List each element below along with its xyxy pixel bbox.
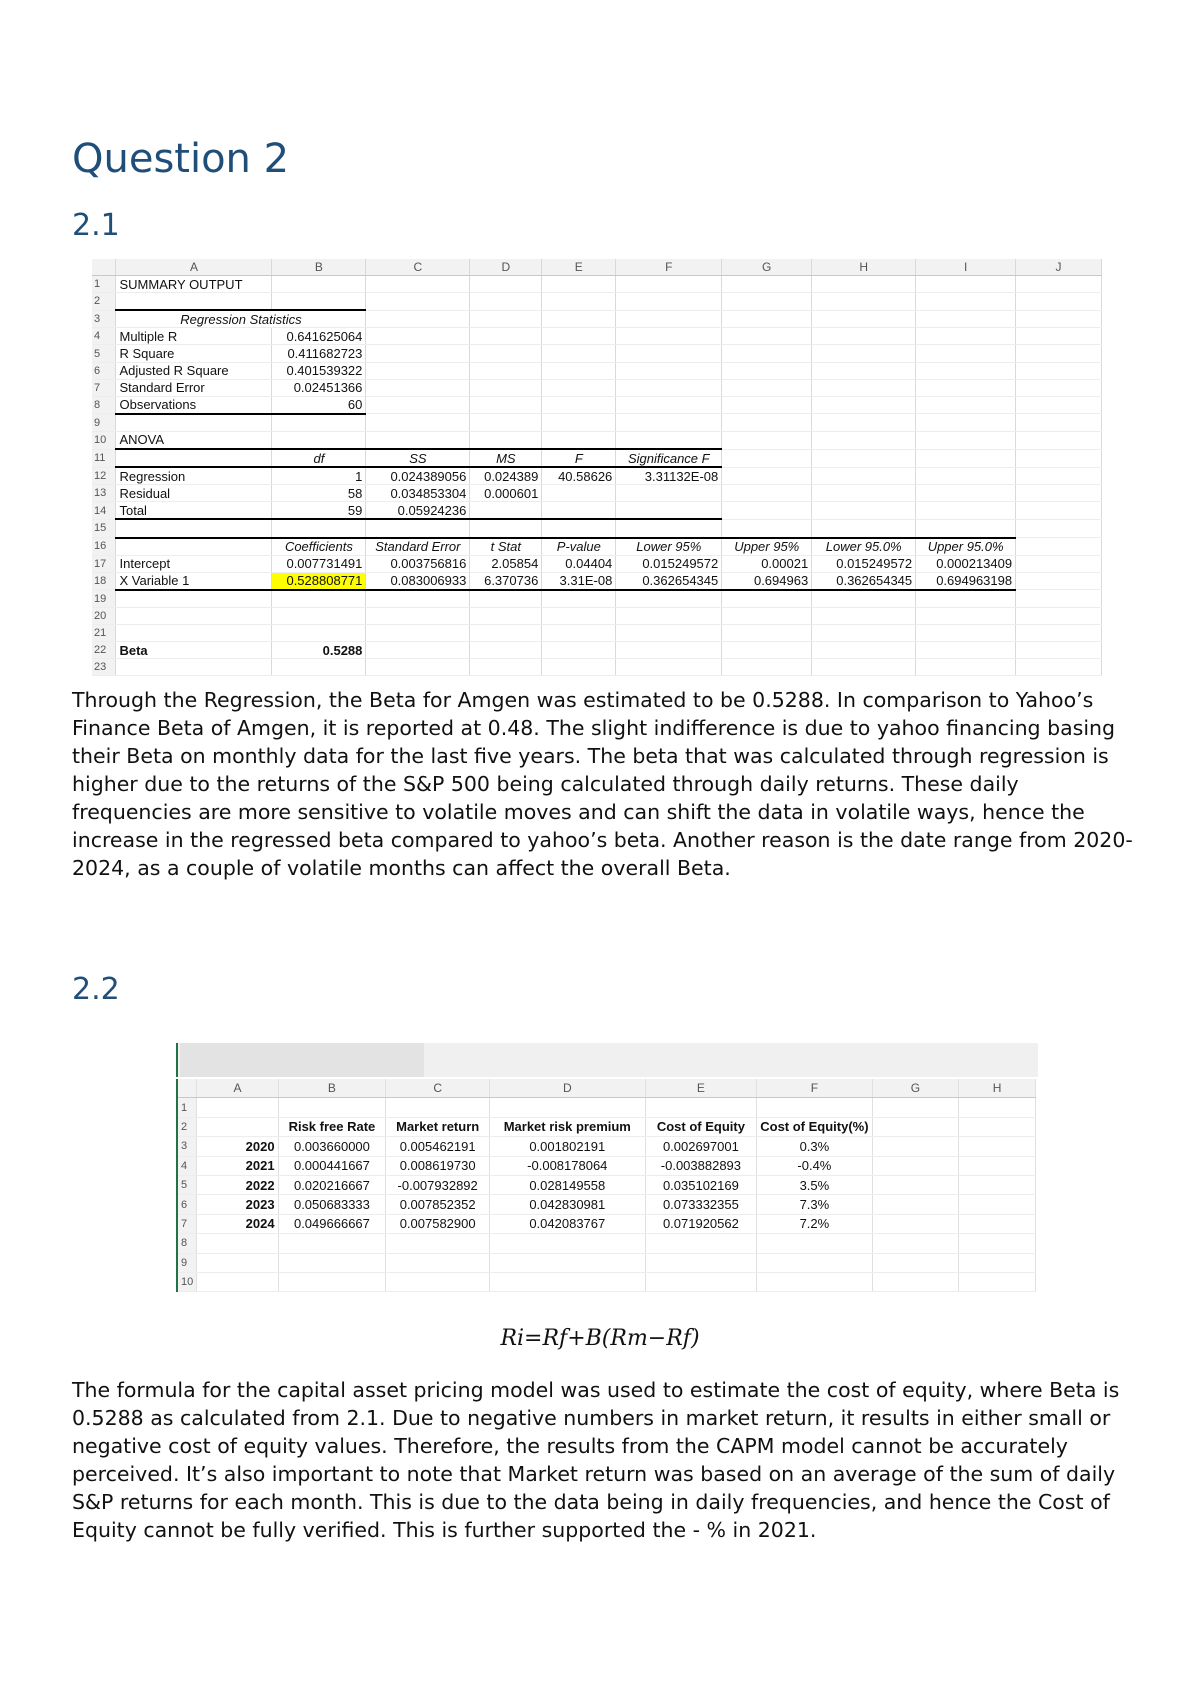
coe-pct-cell: 7.2% (757, 1214, 872, 1233)
anova-label: Residual (116, 485, 272, 502)
anova-cell: 40.58626 (542, 467, 616, 485)
column-header: A (116, 259, 272, 276)
rf-cell: 0.003660000 (278, 1137, 386, 1156)
stat-value: 0.411682723 (272, 345, 366, 362)
column-header: H (959, 1079, 1036, 1098)
coef-cell: 0.362654345 (812, 572, 916, 590)
summary-title: SUMMARY OUTPUT (116, 276, 272, 293)
coe-pct-cell: -0.4% (757, 1156, 872, 1175)
table-row: 4 Multiple R 0.641625064 (92, 328, 1102, 345)
mrp-cell: 0.042830981 (490, 1195, 646, 1214)
anova-cell: 0.024389056 (366, 467, 470, 485)
mrp-cell: 0.042083767 (490, 1214, 646, 1233)
table-row: 7 Standard Error 0.02451366 (92, 379, 1102, 396)
coe-pct-cell: 3.5% (757, 1175, 872, 1194)
coef-header: Standard Error (366, 538, 470, 556)
coef-header: P-value (542, 538, 616, 556)
header-market-return: Market return (386, 1117, 490, 1136)
coef-cell: 0.362654345 (616, 572, 722, 590)
coe-pct-cell: 7.3% (757, 1195, 872, 1214)
coef-cell: 6.370736 (470, 572, 542, 590)
column-header: H (812, 259, 916, 276)
year-cell: 2020 (197, 1137, 278, 1156)
coef-header: Lower 95.0% (812, 538, 916, 556)
section-2-1-heading: 2.1 (72, 208, 120, 243)
coef-cell: 0.00021 (722, 555, 812, 572)
rf-cell: 0.049666667 (278, 1214, 386, 1233)
stat-value: 60 (272, 396, 366, 414)
column-header: D (490, 1079, 646, 1098)
mrp-cell: 0.001802191 (490, 1137, 646, 1156)
table-row: 3 2020 0.003660000 0.005462191 0.001802191 0.002697001 0.3% (177, 1137, 1036, 1156)
anova-header: SS (366, 449, 470, 467)
table-row: 5 2022 0.020216667 -0.007932892 0.028149558 0.035102169 3.5% (177, 1175, 1036, 1194)
anova-header: MS (470, 449, 542, 467)
mrp-cell: -0.008178064 (490, 1156, 646, 1175)
anova-header: Significance F (616, 449, 722, 467)
rf-cell: 0.000441667 (278, 1156, 386, 1175)
column-header: E (542, 259, 616, 276)
coef-cell: 0.694963198 (916, 572, 1016, 590)
sheet-tab-strip (180, 1043, 424, 1077)
mr-cell: 0.005462191 (386, 1137, 490, 1156)
coe-pct-cell: 0.3% (757, 1137, 872, 1156)
mr-cell: 0.008619730 (386, 1156, 490, 1175)
rf-cell: 0.020216667 (278, 1175, 386, 1194)
mr-cell: -0.007932892 (386, 1175, 490, 1194)
anova-cell: 0.024389 (470, 467, 542, 485)
regression-statistics-title: Regression Statistics (116, 310, 366, 328)
coef-cell: 3.31E-08 (542, 572, 616, 590)
capm-formula: Ri=Rf+B(Rm−Rf) (500, 1326, 700, 1351)
coef-header: Upper 95.0% (916, 538, 1016, 556)
anova-cell: 1 (272, 467, 366, 485)
header-market-risk-premium: Market risk premium (490, 1117, 646, 1136)
coe-cell: 0.035102169 (645, 1175, 757, 1194)
table-row: 18 X Variable 1 0.528808771 0.083006933 6.370736 3.31E-08 0.362654345 0.694963 0.362654345 0.694963198 (92, 572, 1102, 590)
coef-cell: 0.015249572 (616, 555, 722, 572)
stat-label: Standard Error (116, 379, 272, 396)
sheet-toolbar (176, 1043, 1038, 1077)
anova-cell: 59 (272, 502, 366, 520)
column-header: E (645, 1079, 757, 1098)
anova-cell: 0.05924236 (366, 502, 470, 520)
column-header: A (197, 1079, 278, 1098)
coef-cell: 0.015249572 (812, 555, 916, 572)
stat-label: Observations (116, 396, 272, 414)
coef-header: t Stat (470, 538, 542, 556)
table-row: 5 R Square 0.411682723 (92, 345, 1102, 362)
column-header: J (1016, 259, 1102, 276)
coef-cell: 0.000213409 (916, 555, 1016, 572)
coef-label: X Variable 1 (116, 572, 272, 590)
column-header: B (278, 1079, 386, 1098)
table-row: 6 2023 0.050683333 0.007852352 0.042830981 0.073332355 7.3% (177, 1195, 1036, 1214)
corner-cell (92, 259, 116, 276)
table-row: 7 2024 0.049666667 0.007582900 0.042083767 0.071920562 7.2% (177, 1214, 1036, 1233)
mr-cell: 0.007582900 (386, 1214, 490, 1233)
stat-value: 0.641625064 (272, 328, 366, 345)
stat-value: 0.02451366 (272, 379, 366, 396)
mrp-cell: 0.028149558 (490, 1175, 646, 1194)
stat-label: Adjusted R Square (116, 362, 272, 379)
column-header: C (366, 259, 470, 276)
coef-cell: 0.007731491 (272, 555, 366, 572)
coef-cell: 0.083006933 (366, 572, 470, 590)
coef-cell: 0.003756816 (366, 555, 470, 572)
paragraph-beta-discussion: Through the Regression, the Beta for Amgen was estimated to be 0.5288. In comparison to Yahoo’s Finance Beta of Amgen, it is reported at 0.48. The slight indifference is due to yahoo financing basing their Beta on monthly data for the last five years. The beta that was calculated through regression is higher due to the returns of the S&P 500 being calculated through daily returns. These daily frequencies are more sensitive to volatile moves and can shift the data in volatile ways, hence the increase in the regressed beta compared to yahoo’s beta. Another reason is the date range from 2020-2024, as a couple of volatile months can affect the overall Beta. (72, 688, 1133, 880)
regression-output-sheet: A B C D E F G H I J 1 SUMMARY OUTPUT 2 3 Regression Statistics 4 Multiple R 0.641625064 5 R Square 0.411682723 6 Adjusted R Square 0.401539322 7 Standard Error 0.02451366 8 Observations 60 9 10 ANOVA 11 df SS MS F Significance F 12 Regression 1 0.024389056 0.024389 40.58626 3.31132E-08 13 Residual 58 0.034853304 0.000601 14 Total 59 0.05924236 15 16 Coefficients Standard Error t Stat P-value Lower 95% Upper 95% Lower 95.0% Upper 95.0% 17 Intercept 0.007731491 0.003756816 2.05854 0.04404 0.015249572 0.00021 0.015249572 0.000213409 18 X Variable 1 0.528808771 0.083006933 6.370736 3.31E-08 0.362654345 0.694963 0.362654345 0.694963198 19 20 21 22 Beta 0.5288 23 (92, 259, 1102, 669)
column-header: B (272, 259, 366, 276)
year-cell: 2024 (197, 1214, 278, 1233)
coef-cell: 0.04404 (542, 555, 616, 572)
table-row: 12 Regression 1 0.024389056 0.024389 40.58626 3.31132E-08 (92, 467, 1102, 485)
coef-header: Upper 95% (722, 538, 812, 556)
corner-cell (177, 1079, 197, 1098)
section-2-2-heading: 2.2 (72, 972, 120, 1007)
table-row: 13 Residual 58 0.034853304 0.000601 (92, 485, 1102, 502)
column-header: C (386, 1079, 490, 1098)
coef-cell: 0.694963 (722, 572, 812, 590)
anova-title: ANOVA (116, 431, 272, 449)
column-header: I (916, 259, 1016, 276)
coef-header: Lower 95% (616, 538, 722, 556)
anova-cell: 3.31132E-08 (616, 467, 722, 485)
anova-label: Regression (116, 467, 272, 485)
column-header: G (722, 259, 812, 276)
beta-value: 0.5288 (272, 642, 366, 659)
coe-cell: -0.003882893 (645, 1156, 757, 1175)
beta-coefficient-cell: 0.528808771 (272, 572, 366, 590)
table-row: 6 Adjusted R Square 0.401539322 (92, 362, 1102, 379)
anova-cell: 0.034853304 (366, 485, 470, 502)
column-header: G (872, 1079, 959, 1098)
anova-cell: 0.000601 (470, 485, 542, 502)
table-row: 8 Observations 60 (92, 396, 1102, 414)
anova-cell: 58 (272, 485, 366, 502)
coe-cell: 0.071920562 (645, 1214, 757, 1233)
beta-label: Beta (116, 642, 272, 659)
paragraph-capm-discussion: The formula for the capital asset pricing model was used to estimate the cost of equity, where Beta is 0.5288 as calculated from 2.1. Due to negative numbers in market return, it results in either small or negative cost of equity values. Therefore, the results from the CAPM model cannot be accurately perceived. It’s also important to note that Market return was based on an average of the sum of daily S&P returns for each month. This is due to the data being in daily frequencies, and hence the Cost of Equity cannot be fully verified. This is further supported the - % in 2021. (72, 1378, 1120, 1542)
column-header: F (757, 1079, 872, 1098)
anova-header: F (542, 449, 616, 467)
year-cell: 2022 (197, 1175, 278, 1194)
header-cost-of-equity-pct: Cost of Equity(%) (757, 1117, 872, 1136)
coef-cell: 2.05854 (470, 555, 542, 572)
capm-sheet: A B C D E F G H 1 2 Risk free Rate Market return Market risk premium Cost of Equity Cost of Equity(%) 3 2020 0.003660000 0.005462191 0.001802191 0.002697001 0.3% 4 2021 0.000441667 0.008619730 -0.008178064 -0.003882893 -0.4% 5 2022 0.020216667 -0.007932892 0.028149558 0.035102169 3.5% 6 2023 0.050683333 0.007852352 0.042830981 0.073332355 7.3% 7 2024 0.049666667 0.007582900 0.042083767 0.071920562 7.2% 8 9 10 (176, 1043, 1036, 1293)
year-cell: 2021 (197, 1156, 278, 1175)
coe-cell: 0.002697001 (645, 1137, 757, 1156)
year-cell: 2023 (197, 1195, 278, 1214)
header-risk-free-rate: Risk free Rate (278, 1117, 386, 1136)
column-header: F (616, 259, 722, 276)
page-title: Question 2 (72, 136, 290, 182)
rf-cell: 0.050683333 (278, 1195, 386, 1214)
header-cost-of-equity: Cost of Equity (645, 1117, 757, 1136)
coef-label: Intercept (116, 555, 272, 572)
table-row: 17 Intercept 0.007731491 0.003756816 2.05854 0.04404 0.015249572 0.00021 0.015249572 0.000213409 (92, 555, 1102, 572)
anova-label: Total (116, 502, 272, 520)
table-row: 14 Total 59 0.05924236 (92, 502, 1102, 520)
coe-cell: 0.073332355 (645, 1195, 757, 1214)
column-header: D (470, 259, 542, 276)
stat-value: 0.401539322 (272, 362, 366, 379)
anova-header: df (272, 449, 366, 467)
table-row: 4 2021 0.000441667 0.008619730 -0.008178064 -0.003882893 -0.4% (177, 1156, 1036, 1175)
coef-header: Coefficients (272, 538, 366, 556)
mr-cell: 0.007852352 (386, 1195, 490, 1214)
stat-label: Multiple R (116, 328, 272, 345)
stat-label: R Square (116, 345, 272, 362)
